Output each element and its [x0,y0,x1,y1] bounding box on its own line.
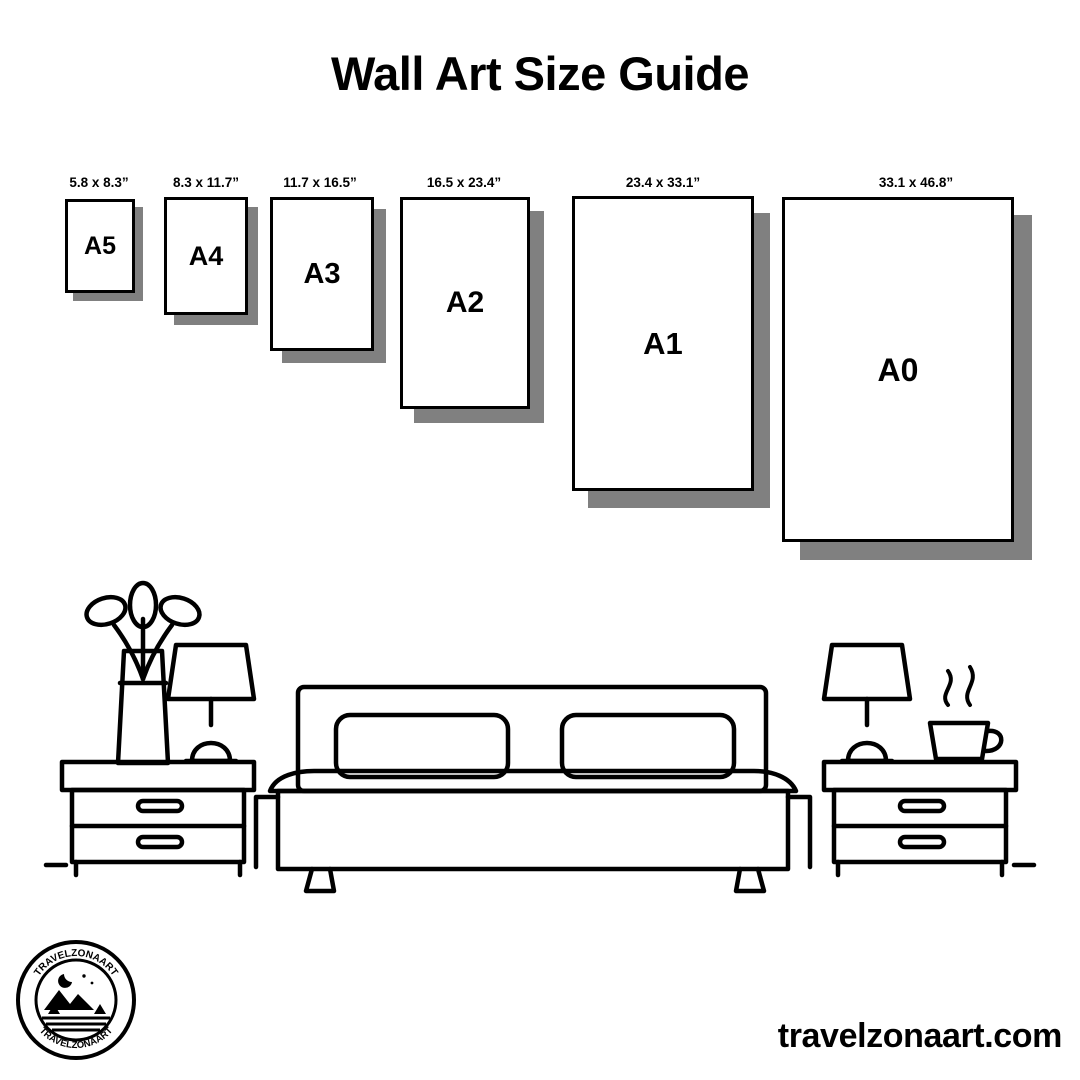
frame-dimensions-a2: 16.5 x 23.4” [426,175,502,190]
frame-box-a5 [65,199,135,293]
nightstand-right-handle-top [900,801,944,811]
frame-box-a0 [782,197,1014,542]
nightstand-left-top [62,762,254,790]
frame-dimensions-a4: 8.3 x 11.7” [172,175,240,190]
nightstand-right-handle-bottom [900,837,944,847]
logo-mountain-icon [44,990,94,1010]
cup-body [930,723,988,759]
bedroom-illustration [40,575,1040,905]
nightstand-left [62,762,254,875]
plant-left [83,583,203,763]
frame-label-a4: A4 [188,240,224,271]
frame-box-a2 [400,197,530,409]
logo-star-1-icon [82,974,85,977]
nightstand-left-handle-top [138,801,182,811]
coffee-cup [930,667,1001,759]
frame-box-a3 [270,197,374,351]
brand-logo-svg [14,938,138,1062]
pillow-left [336,715,508,777]
frame-label-a0: A0 [877,351,919,388]
lampshade-left [168,645,254,699]
frame-dimensions-a1: 23.4 x 33.1” [625,175,701,190]
pillow-right [562,715,734,777]
bed [256,687,810,891]
frame-label-a3: A3 [303,257,341,290]
frame-dimensions-a0: 33.1 x 46.8” [878,175,954,190]
frame-box-a1 [572,196,754,491]
lampshade-right [824,645,910,699]
frame-dimensions-a5: 5.8 x 8.3” [69,175,129,190]
frame-label-a5: A5 [84,231,116,260]
frame-label-a1: A1 [643,326,683,361]
frame-box-a4 [164,197,248,315]
bed-body [278,791,788,869]
leaf-right-icon [157,592,203,629]
bed-leg-right [736,869,764,891]
page-title: Wall Art Size Guide [331,47,749,100]
logo-text-top: TRAVELZONAART [32,947,120,979]
logo-moon-icon [58,974,72,988]
logo-text-bottom: TRAVELZONAART [36,1025,116,1052]
lamp-body-left [192,743,230,761]
leaf-left-icon [83,592,129,629]
bedroom-svg [40,575,1040,905]
steam-left-icon [945,671,951,705]
lamp-left [168,645,254,761]
nightstand-right [824,762,1016,875]
blanket-drape-left [256,797,278,867]
website-url: travelzonaart.com [777,1017,1062,1055]
lamp-right [824,645,910,761]
nightstand-right-top [824,762,1016,790]
blanket-drape-right [788,797,810,867]
logo-water-lines [42,1018,110,1030]
steam-right-icon [967,667,973,705]
frame-dimensions-a3: 11.7 x 16.5” [283,175,357,190]
nightstand-left-handle-bottom [138,837,182,847]
logo-star-2-icon [91,982,94,985]
frame-label-a2: A2 [445,286,485,319]
lamp-body-right [848,743,886,761]
bed-leg-left [306,869,334,891]
bed-duvet-top [270,771,796,791]
brand-logo [14,938,138,1062]
